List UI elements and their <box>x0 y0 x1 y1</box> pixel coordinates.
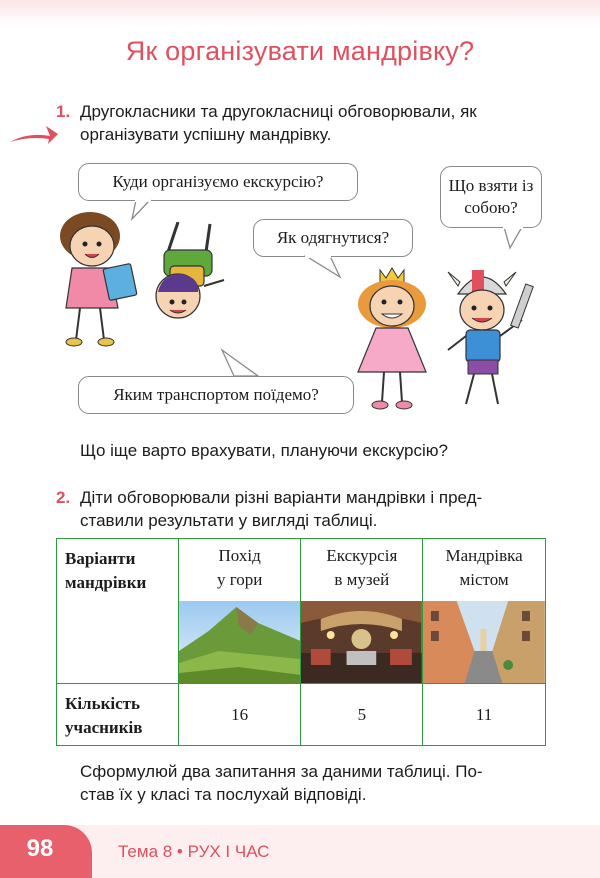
task-2-instruction-line-2: став їх у класі та послухай відповіді. <box>80 785 367 804</box>
page-title: Як організувати мандрівку? <box>125 36 475 66</box>
column-label: Похід <box>218 546 261 565</box>
table-row <box>57 539 546 684</box>
mountain-photo <box>179 601 301 683</box>
column-label: Мандрівка <box>445 546 523 565</box>
task-1-question: Що іще варто врахувати, плануючи екскурсію? <box>80 441 448 460</box>
princess-girl-illustration <box>346 266 438 412</box>
column-label: в музей <box>334 570 390 589</box>
task-1-text-line-2: організувати успішну мандрівку. <box>80 125 332 144</box>
column-label: містом <box>459 570 509 589</box>
task-1-text-line-1: Другокласники та другокласниці обговорювали, як <box>80 102 477 121</box>
table-cell-hike <box>178 539 301 684</box>
bubble-excursion: Куди організуємо екскурсію? <box>78 163 358 201</box>
bubble-tail <box>218 348 268 378</box>
row-header-line: мандрівки <box>65 573 147 592</box>
task-2-text-line-2: ставили результати у вигляді таблиці. <box>80 511 378 530</box>
task-2-number: 2. <box>56 488 71 507</box>
table-row <box>57 684 546 746</box>
count-cell-hike: 16 <box>178 684 301 746</box>
row-header-participants <box>57 684 179 746</box>
task-1-number: 1. <box>56 102 71 121</box>
footer-topic: Тема 8 • РУХ І ЧАС <box>118 842 270 861</box>
row-header-line: учасників <box>65 718 143 737</box>
girl-reading-illustration <box>52 208 142 350</box>
count-cell-museum: 5 <box>301 684 423 746</box>
boy-handstand-illustration <box>148 222 234 322</box>
pointer-arrow-icon <box>8 112 58 148</box>
column-label: у гори <box>216 570 263 589</box>
knight-boy-illustration <box>442 264 542 412</box>
bubble-tail <box>300 255 350 279</box>
table-cell-city <box>423 539 546 684</box>
row-header-line: Кількість <box>65 694 140 713</box>
page-number: 98 <box>26 835 54 862</box>
bubble-tail <box>500 226 530 250</box>
row-header-options <box>57 539 179 684</box>
table-cell-museum <box>301 539 423 684</box>
bubble-how-to-dress: Як одягнутися? <box>253 219 413 257</box>
task-2-instruction-line-1: Сформулюй два запитання за даними таблиці. По- <box>80 762 483 781</box>
bubble-transport: Яким транспортом поїдемо? <box>78 376 354 414</box>
trip-options-table <box>56 538 546 746</box>
museum-photo <box>301 601 422 683</box>
city-street-photo <box>423 601 545 683</box>
row-header-line: Варіанти <box>65 549 136 568</box>
column-label: Екскурсія <box>326 546 398 565</box>
count-cell-city: 11 <box>423 684 546 746</box>
top-band <box>0 0 600 26</box>
task-2-text-line-1: Діти обговорювали різні варіанти мандрівки і пред- <box>80 488 483 507</box>
bubble-what-to-take: Що взяти із собою? <box>440 166 542 228</box>
